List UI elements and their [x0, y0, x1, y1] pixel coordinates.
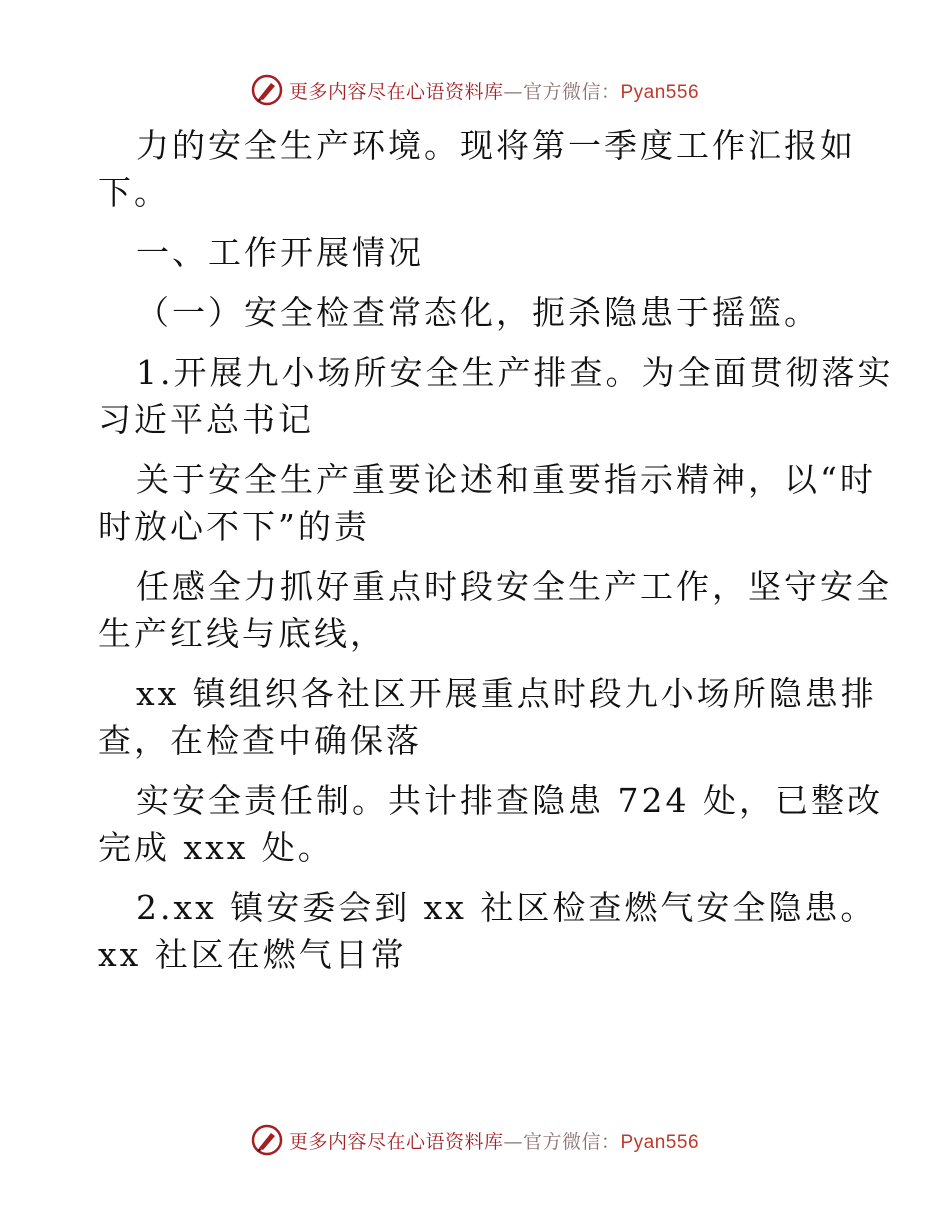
pen-logo-icon	[251, 74, 283, 106]
watermark-separator: —	[503, 80, 523, 103]
watermark-wechat-label: 官方微信：	[522, 80, 621, 103]
watermark-text	[289, 77, 699, 104]
watermark-text	[289, 1127, 699, 1154]
pen-logo-icon	[251, 1124, 283, 1156]
watermark-site: 更多内容尽在心语资料库	[288, 80, 504, 103]
paragraph-line: 生产红线与底线，	[98, 614, 386, 653]
paragraph-line: 2.xx 镇安委会到 xx 社区检查燃气安全隐患。	[136, 888, 877, 927]
section-heading: 一、工作开展情况	[136, 233, 424, 272]
paragraph-line: 完成 xxx 处。	[98, 828, 334, 867]
paragraph-line: xx 社区在燃气日常	[98, 935, 407, 974]
paragraph-line: 下。	[98, 173, 170, 212]
paragraph-line: 力的安全生产环境。现将第一季度工作汇报如	[136, 126, 856, 165]
paragraph-line: 时放心不下”的责	[98, 507, 370, 546]
footer-watermark	[0, 1120, 950, 1160]
paragraph-line: 任感全力抓好重点时段安全生产工作，坚守安全	[136, 567, 892, 606]
paragraph-line: 习近平总书记	[98, 400, 314, 439]
watermark-handle: Pyan556	[620, 81, 700, 103]
watermark-separator: —	[503, 1130, 523, 1153]
paragraph-line: xx 镇组织各社区开展重点时段九小场所隐患排	[136, 674, 877, 713]
watermark-handle: Pyan556	[620, 1131, 700, 1153]
header-watermark	[0, 70, 950, 110]
paragraph-line: 1.开展九小场所安全生产排查。为全面贯彻落实	[136, 353, 894, 392]
watermark-wechat-label: 官方微信：	[522, 1130, 621, 1153]
document-body	[98, 122, 894, 978]
subsection-heading: （一）安全检查常态化，扼杀隐患于摇篮。	[136, 293, 820, 332]
paragraph-line: 实安全责任制。共计排查隐患 724 处，已整改	[136, 781, 883, 820]
paragraph-line: 查，在检查中确保落	[98, 721, 422, 760]
paragraph-line: 关于安全生产重要论述和重要指示精神，以“时	[136, 460, 876, 499]
watermark-site: 更多内容尽在心语资料库	[288, 1130, 504, 1153]
